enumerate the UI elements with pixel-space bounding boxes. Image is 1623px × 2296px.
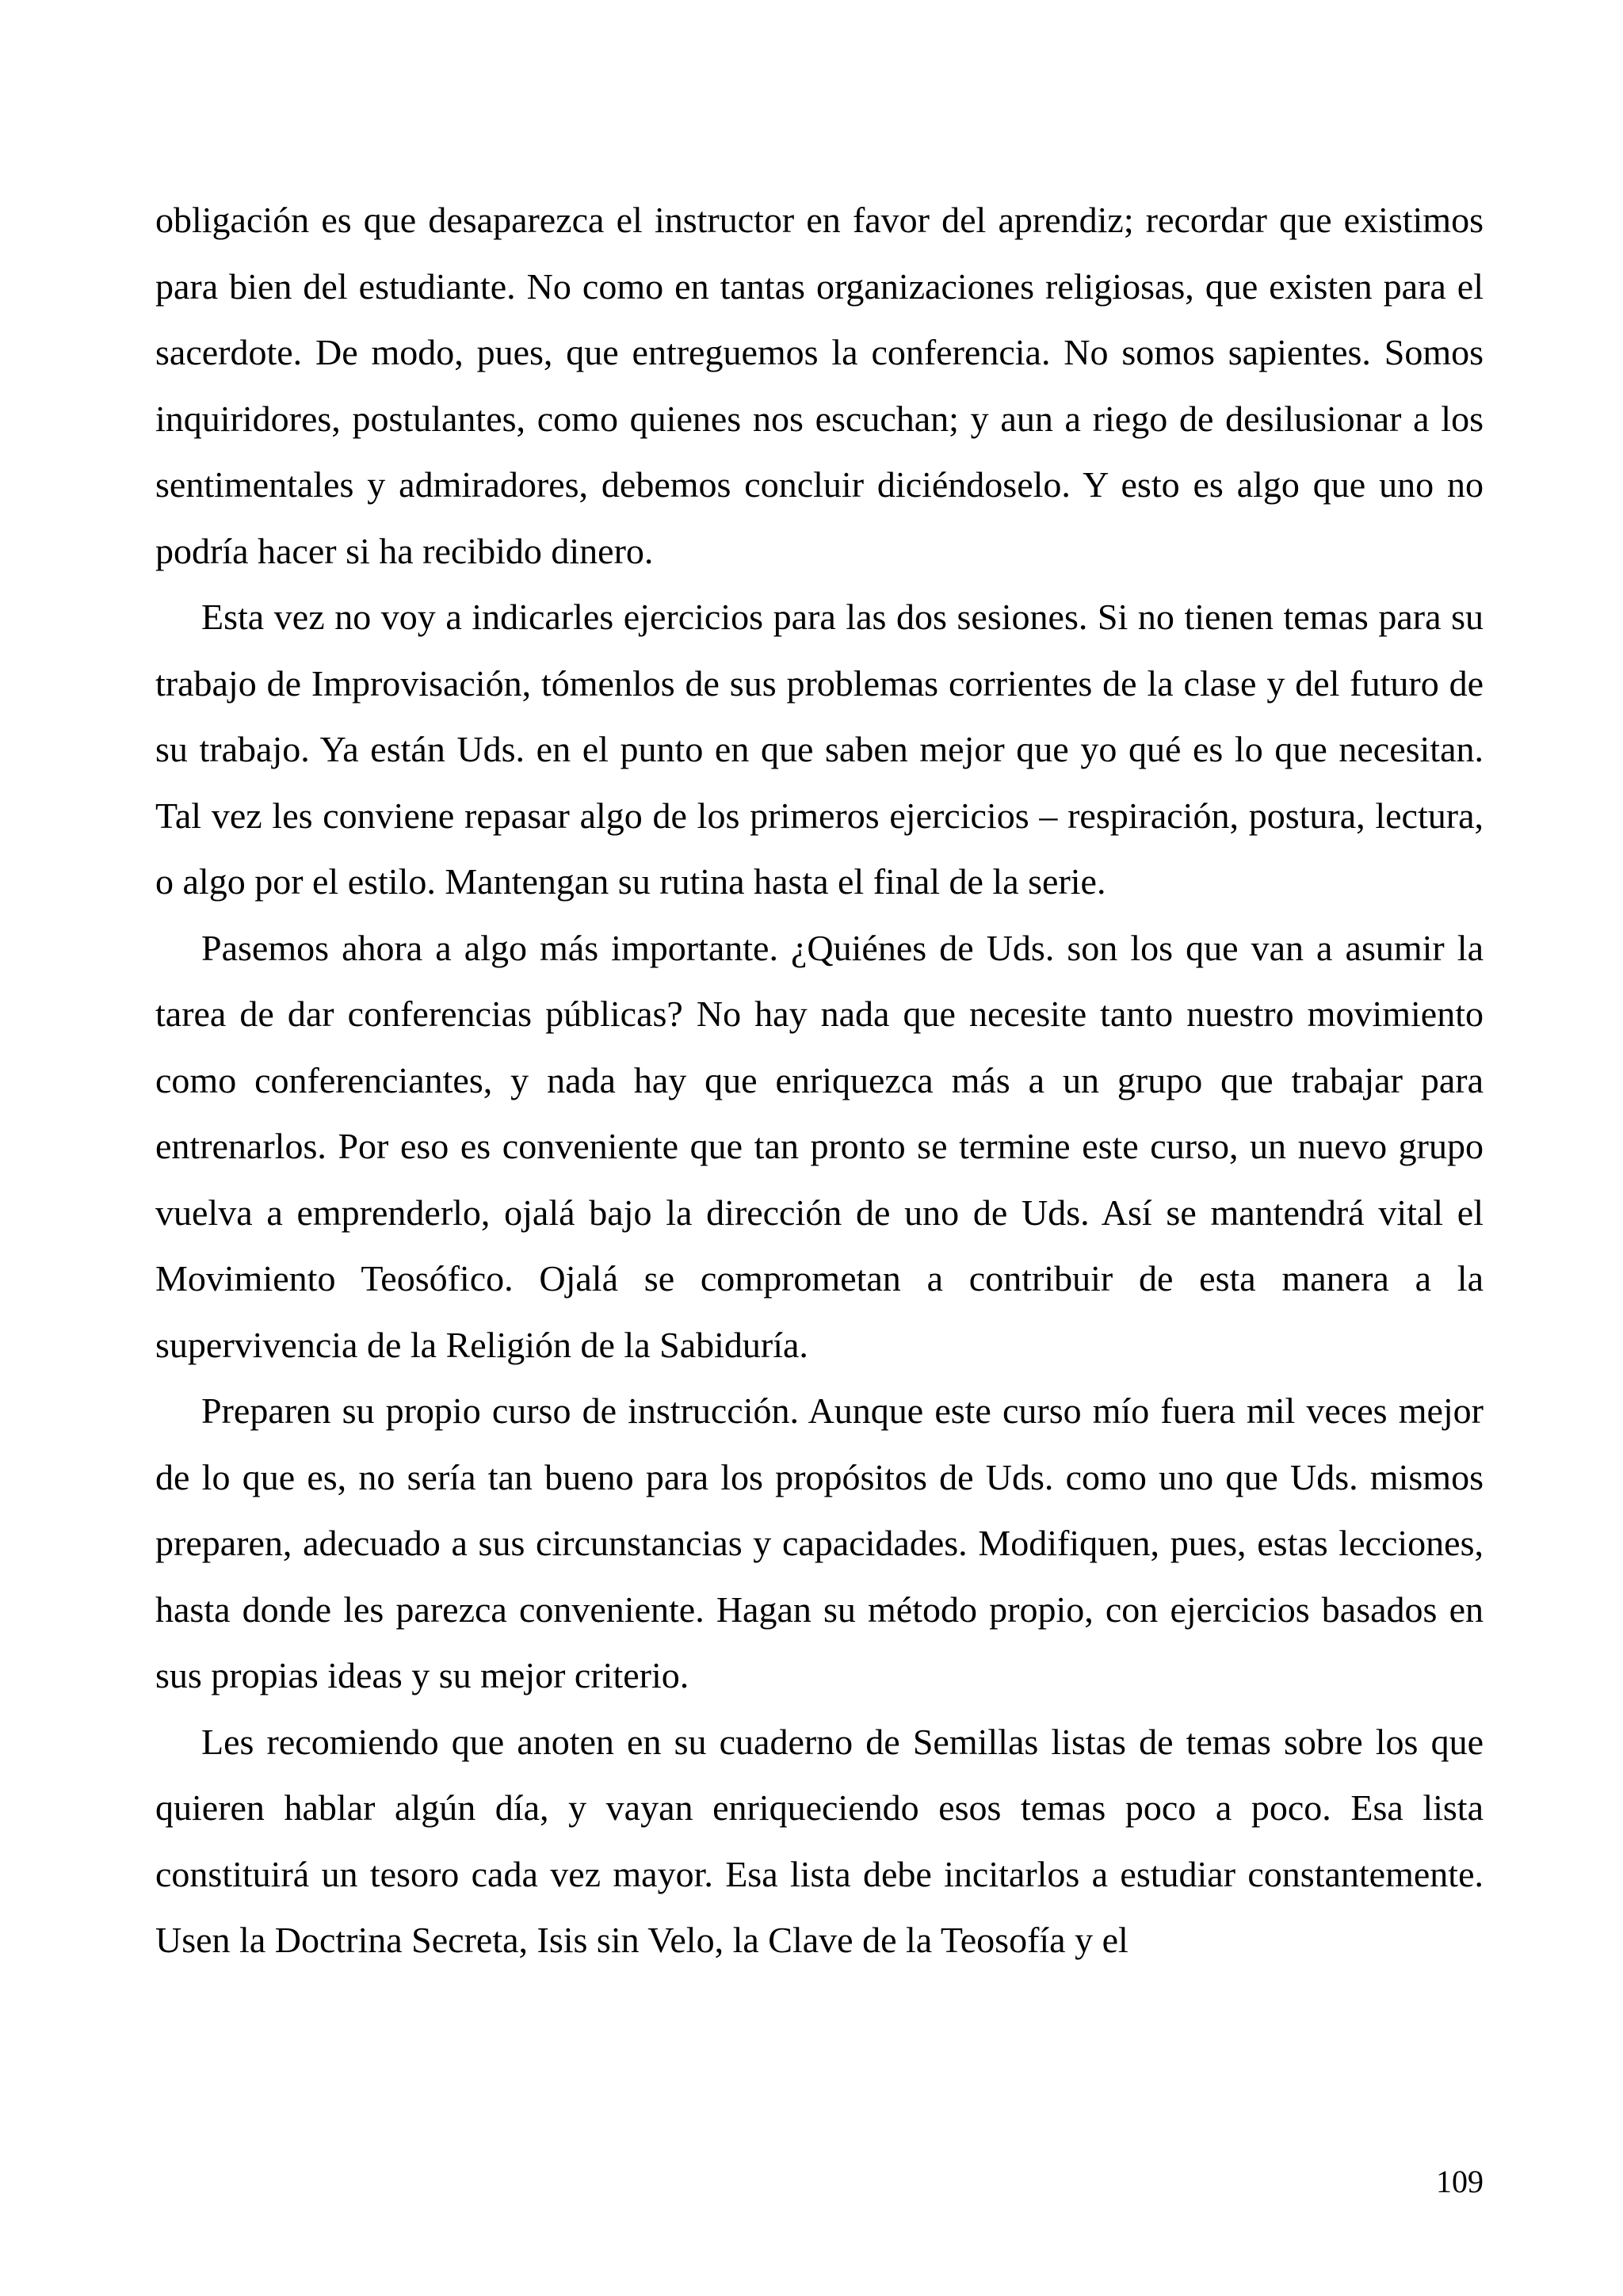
paragraph: Pasemos ahora a algo más importante. ¿Quiénes de Uds. son los que van a asumir la tarea de dar conferencias públicas? No hay nada que necesite tanto nuestro movimiento como conferenciantes, y nada hay que enriquezca más a un grupo que trabajar para entrenarlos. Por eso es conveniente que tan pronto se termine este curso, un nuevo grupo vuelva a emprenderlo, ojalá bajo la dirección de uno de Uds. Así se mantendrá vital el Movimiento Teosófico. Ojalá se comprometan a contribuir de esta manera a la supervivencia de la Religión de la Sabiduría. bbox=[155, 927, 1484, 1365]
page-number: 109 bbox=[1436, 2164, 1484, 2199]
body-text bbox=[155, 187, 1484, 1974]
paragraph: Esta vez no voy a indicarles ejercicios para las dos sesiones. Si no tienen temas para su trabajo de Improvisación, tómenlos de sus problemas corrientes de la clase y del futuro de su trabajo. Ya están Uds. en el punto en que saben mejor que yo qué es lo que necesitan. Tal vez les conviene repasar algo de los primeros ejercicios – respiración, postura, lectura, o algo por el estilo. Mantengan su rutina hasta el final de la serie. bbox=[155, 597, 1484, 902]
paragraph: Les recomiendo que anoten en su cuaderno de Semillas listas de temas sobre los que quieren hablar algún día, y vayan enriqueciendo esos temas poco a poco. Esa lista constituirá un tesoro cada vez mayor. Esa lista debe incitarlos a estudiar constantemente. Usen la Doctrina Secreta, Isis sin Velo, la Clave de la Teosofía y el bbox=[155, 1721, 1484, 1960]
paragraph-continued: obligación es que desaparezca el instructor en favor del aprendiz; recordar que existimos para bien del estudiante. No como en tantas organizaciones religiosas, que existen para el sacerdote. De modo, pues, que entreguemos la conferencia. No somos sapientes. Somos inquiridores, postulantes, como quienes nos escuchan; y aun a riego de desilusionar a los sentimentales y admiradores, debemos concluir diciéndoselo. Y esto es algo que uno no podría hacer si ha recibido dinero. bbox=[155, 200, 1484, 571]
paragraph: Preparen su propio curso de instrucción. Aunque este curso mío fuera mil veces mejor de lo que es, no sería tan bueno para los propósitos de Uds. como uno que Uds. mismos preparen, adecuado a sus circunstancias y capacidades. Modifiquen, pues, estas lecciones, hasta donde les parezca conveniente. Hagan su método propio, con ejercicios basados en sus propias ideas y su mejor criterio. bbox=[155, 1390, 1484, 1695]
